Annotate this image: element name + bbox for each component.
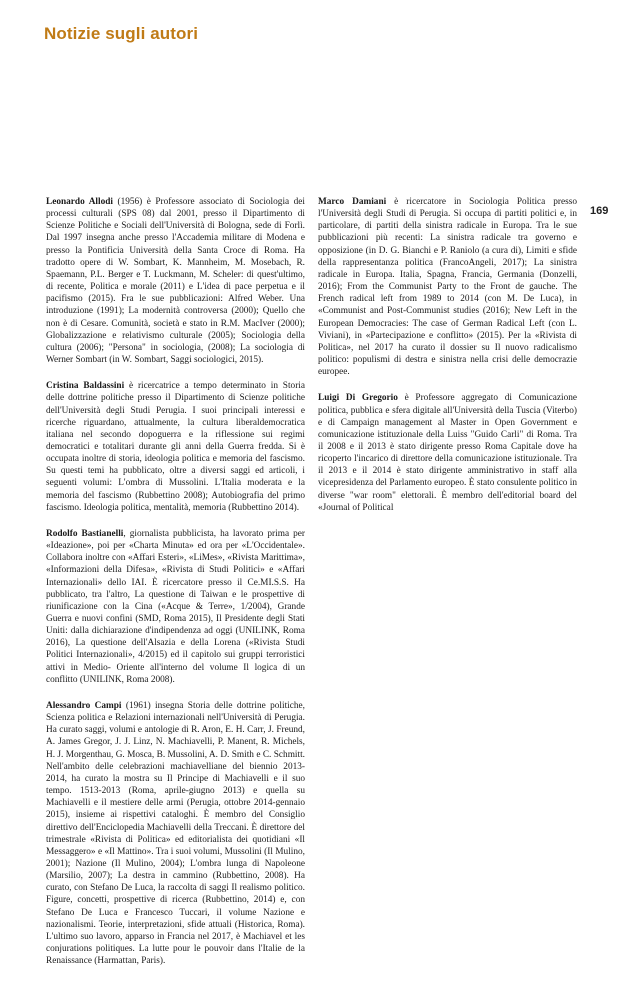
author-bio: (1961) insegna Storia delle dottrine politiche, Scienza politica e Relazioni internazionali nell'Università di Perugia. Ha curato saggi, volumi e antologie di R. Aron, E. H. Carr, J. Freund, A. James Gregor, J. J. Linz, N. Machiavelli, P. Manent, R. Michels, H. J. Morgenthau, G. Mosca, B. Mussolini, A. D. Smith e C. Schmitt. Nell'ambito delle celebrazioni machiavelliane del biennio 2013-2014, ha curato la mostra su Il Principe di Machiavelli e il suo tempo. 1513-2013 (Roma, aprile-giugno 2013) e quella su Machiavelli e il mestiere delle armi (Perugia, ottobre 2014-gennaio 2015), insieme ai rispettivi cataloghi. È membro del Consiglio direttivo dell'Enciclopedia Machiavelli della Treccani. È direttore del trimestrale «Rivista di Politica» ed editorialista dei quotidiani «Il Messaggero» e «Il Mattino». Tra i suoi volumi, Mussolini (Il Mulino, 2001); Nazione (Il Mulino, 2004); L'ombra lunga di Napoleone (Marsilio, 2007); La destra in cammino (Rubbettino, 2008). Ha curato, con Stefano De Luca, la raccolta di saggi Il realismo politico. Figure, concetti, prospettive di ricerca (Rubbettino, 2014) e, con Stefano De Luca e Francesco Tuccari, il volume Nazione e nazionalismi. Teorie, interpretazioni, sfide attuali (Historica, Roma). L'ultimo suo lavoro, apparso in Francia nel 2017, è Machiavel et les conjurations politiques. La lutte pour le pouvoir dans l'Italie de la Renaissance (Harmattan, Paris).	[46, 700, 305, 967]
author-name: Alessandro Campi	[46, 700, 122, 711]
author-entry	[318, 392, 577, 514]
author-entry	[46, 700, 305, 967]
column-left	[46, 196, 305, 981]
author-name: Rodolfo Bastianelli	[46, 528, 124, 539]
column-right	[318, 196, 577, 528]
author-name: Luigi Di Gregorio	[318, 393, 398, 404]
author-bio: (1956) è Professore associato di Sociologia dei processi culturali (SPS 08) dal 2001, presso il Dipartimento di Scienze Politiche e Sociali dell'Università di Bologna, sede di Forlì. Dal 1997 insegna anche presso l'Accademia militare di Modena e presso la Pontificia Università della Santa Croce di Roma. Ha tradotto opere di W. Sombart, K. Mannheim, M. Mosebach, R. Spaemann, P.L. Berger e T. Luckmann, M. Scheler: di quest'ultimo, di recente, Politica e morale (2011) e L'idea di pace perpetua e il pacifismo (2015). Fra le sue pubblicazioni: Alfred Weber. Una introduzione (1991); La modernità controversa (2000); Quello che non è di Cesare. Comunità, società e stato in R.M. MacIver (2000); Globalizzazione e relativismo culturale (2005); Sociologia della cultura (2006); "Persona" in sociologia, (2008); La sociologia di Werner Sombart (in W. Sombart, Saggi sociologici, 2015).	[46, 197, 305, 366]
author-name: Leonardo Allodi	[46, 197, 113, 207]
author-bio: è Professore aggregato di Comunicazione politica, pubblica e sfera digitale all'Università della Tuscia (Viterbo) e di Campaign management al Master in Open Government e comunicazione istituzionale della Luiss "Guido Carli" di Roma. Tra il 2008 e il 2013 è stato dirigente presso Roma Capitale dove ha ricoperto l'incarico di direttore della comunicazione istituzionale. Tra il 2013 e il 2014 è stato dirigente amministrativo in staff alla vicepresidenza del Parlamento europeo. È stato consulente politico in diverse "war room" elettorali. È membro dell'editorial board del «Journal of Political	[318, 393, 577, 513]
page-number: 169	[590, 205, 609, 217]
author-bio: , giornalista pubblicista, ha lavorato prima per «Ideazione», poi per «Charta Minuta» ed ora per «L'Occidentale». Collabora inoltre con «Affari Esteri», «LiMes», «Rivista Marittima», «Informazioni della Difesa», «Rivista di Studi Politici» e «Affari Internazionali» dello IAI. È ricercatore presso il Ce.MI.S.S. Ha pubblicato, tra l'altro, La questione di Taiwan e le prospettive di riunificazione con la Cina («Acque & Terre», 1/2004), Grande Guerra e nuovi confini (SMD, Roma 2015), Il Presidente degli Stati Uniti: dalla dichiarazione d'indipendenza ad oggi (UNILINK, Roma 2016), La questione dell'Alsazia e della Lorena («Rivista Studi Politici Internazionali», 4/2015) ed il capitolo sui gruppi terroristici attivi in Medio- Oriente all'interno del volume Il logica di un conflitto (UNILINK, Roma 2008).	[46, 528, 305, 685]
author-name: Cristina Baldassini	[46, 381, 125, 392]
author-bio: è ricercatore in Sociologia Politica presso l'Università degli Studi di Perugia. Si occupa di partiti politici e, in particolare, di partiti della sinistra radicale in Europa. Tra le sue pubblicazioni più recenti: La sinistra radicale tra governo e opposizione (in D. G. Bianchi e P. Raniolo (a cura di), Limiti e sfide della rappresentanza politica (FrancoAngeli, 2017); La sinistra radicale in Europa. Italia, Spagna, Francia, Germania (Donzelli, 2016); From the Communist Party to the Front de gauche. The French radical left from 1989 to 2014 (con M. De Luca), in «Communist and Post-Communist studies (2016); New Left in the European Democracies: The case of German Radical Left (con L. Viviani), in «Partecipazione e conflitto» (2015). Per la «Rivista di Politica», nel 2017 ha curato il dossier su Il nuovo radicalismo politico: populismi di destra e sinistra nella crisi delle democrazie europee.	[318, 197, 577, 378]
section-title: Notizie sugli autori	[44, 24, 199, 43]
author-entry	[318, 196, 577, 378]
author-entry	[46, 196, 305, 366]
author-entry	[46, 528, 305, 686]
author-name: Marco Damiani	[318, 197, 387, 207]
author-bio: è ricercatrice a tempo determinato in Storia delle dottrine politiche presso il Dipartimento di Scienze politiche dell'Università degli Studi Perugia. I suoi principali interessi e ricerche riguardano, attualmente, la cultura liberaldemocratica italiana nel secondo dopoguerra e la riflessione sui regimi democratici e totalitari durante gli anni della Guerra fredda. Si è occupata inoltre di storia, ideologia politica e memoria del fascismo. Su questi temi ha pubblicato, oltre a diversi saggi ed articoli, i seguenti volumi: L'ombra di Mussolini. L'Italia moderata e la memoria del fascismo (Rubbettino 2008); Autobiografia del primo fascismo. Ideologia politica, mentalità, memoria (Rubbettino 2014).	[46, 381, 306, 513]
author-entry	[46, 380, 305, 514]
